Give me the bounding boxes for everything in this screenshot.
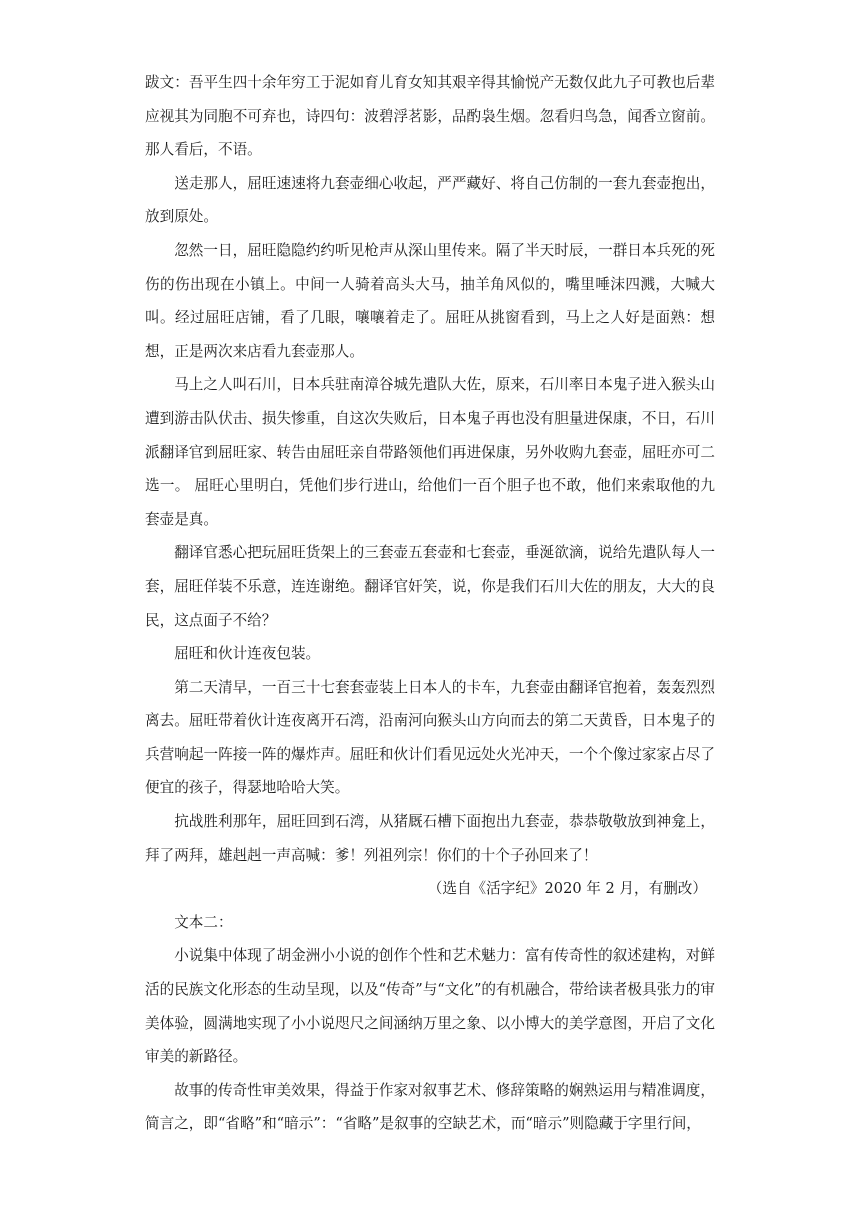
source-citation: （选自《活字纪》2020 年 2 月，有删改） [427,880,707,898]
paragraph: 翻译官悉心把玩屈旺货架上的三套壶五套壶和七套壶，垂涎欲滴，说给先遣队每人一套，屈旺佯装不乐意，连连谢绝。翻译官奸笑，说，你是我们石川大佐的朋友，大大的良民，这点面子不给？ [145,544,715,629]
section-label: 文本二： [174,913,233,931]
paragraph: 屈旺和伙计连夜包装。 [174,645,321,663]
paragraph: 小说集中体现了胡金洲小小说的创作个性和艺术魅力：富有传奇性的叙述建构，对鲜活的民族文化形态的生动呈现，以及“传奇”与“文化”的有机融合，带给读者极具张力的审美体验，圆满地实现了小小说咫尺之间涵纳万里之象、以小博大的美学意图，开启了文化审美的新路径。 [145,947,715,1066]
paragraph: 送走那人，屈旺速速将九套壶细心收起，严严藏好、将自己仿制的一套九套壶抱出，放到原处。 [145,174,715,226]
paragraph: 故事的传奇性审美效果，得益于作家对叙事艺术、修辞策略的娴熟运用与精准调度，简言之，即“省略”和“暗示”：“省略”是叙事的空缺艺术，而“暗示”则隐藏于字里行间， [145,1081,715,1133]
paragraph: 抗战胜利那年，屈旺回到石湾，从猪厩石槽下面抱出九套壶，恭恭敬敬放到神龛上，拜了两拜，雄赳赳一声高喊：爹！列祖列宗！你们的十个子孙回来了！ [145,813,715,864]
paragraph: 忽然一日，屈旺隐隐约约听见枪声从深山里传来。隔了半天时辰，一群日本兵死的死伤的伤出现在小镇上。中间一人骑着高头大马，抽羊角风似的，嘴里唾沫四溅，大喊大叫。经过屈旺店铺，看了几眼，嚷嚷着走了。屈旺从挑窗看到，马上之人好是面熟：想想，正是两次来店看九套壶那人。 [145,241,715,360]
paragraph: 马上之人叫石川，日本兵驻南漳谷城先遣队大佐，原来，石川率日本鬼子进入猴头山遭到游击队伏击、损失惨重，自这次失败后，日本鬼子再也没有胆量进保康，不日，石川派翻译官到屈旺家、转告由屈旺亲自带路领他们再进保康，另外收购九套壶，屈旺亦可二选一。 屈旺心里明白，凭他们步行进山，给他们一百个胆子也不敢，他们来索取他的九套壶是真。 [145,376,715,528]
document-page [145,66,715,1141]
paragraph-postscript: 跋文：吾平生四十余年穷工于泥如育儿育女知其艰辛得其愉悦产无数仅此九子可教也后辈应视其为同胞不可弃也，诗四句：波碧浮茗影，品酌袅生烟。忽看归鸟急，闻香立窗前。那人看后，不语。 [145,74,715,159]
paragraph: 第二天清早，一百三十七套套壶装上日本人的卡车，九套壶由翻译官抱着，轰轰烈烈离去。屈旺带着伙计连夜离开石湾，沿南河向猴头山方向而去的第二天黄昏，日本鬼子的兵营响起一阵接一阵的爆炸声。屈旺和伙计们看见远处火光冲天，一个个像过家家占尽了便宜的孩子，得瑟地哈哈大笑。 [145,678,715,797]
